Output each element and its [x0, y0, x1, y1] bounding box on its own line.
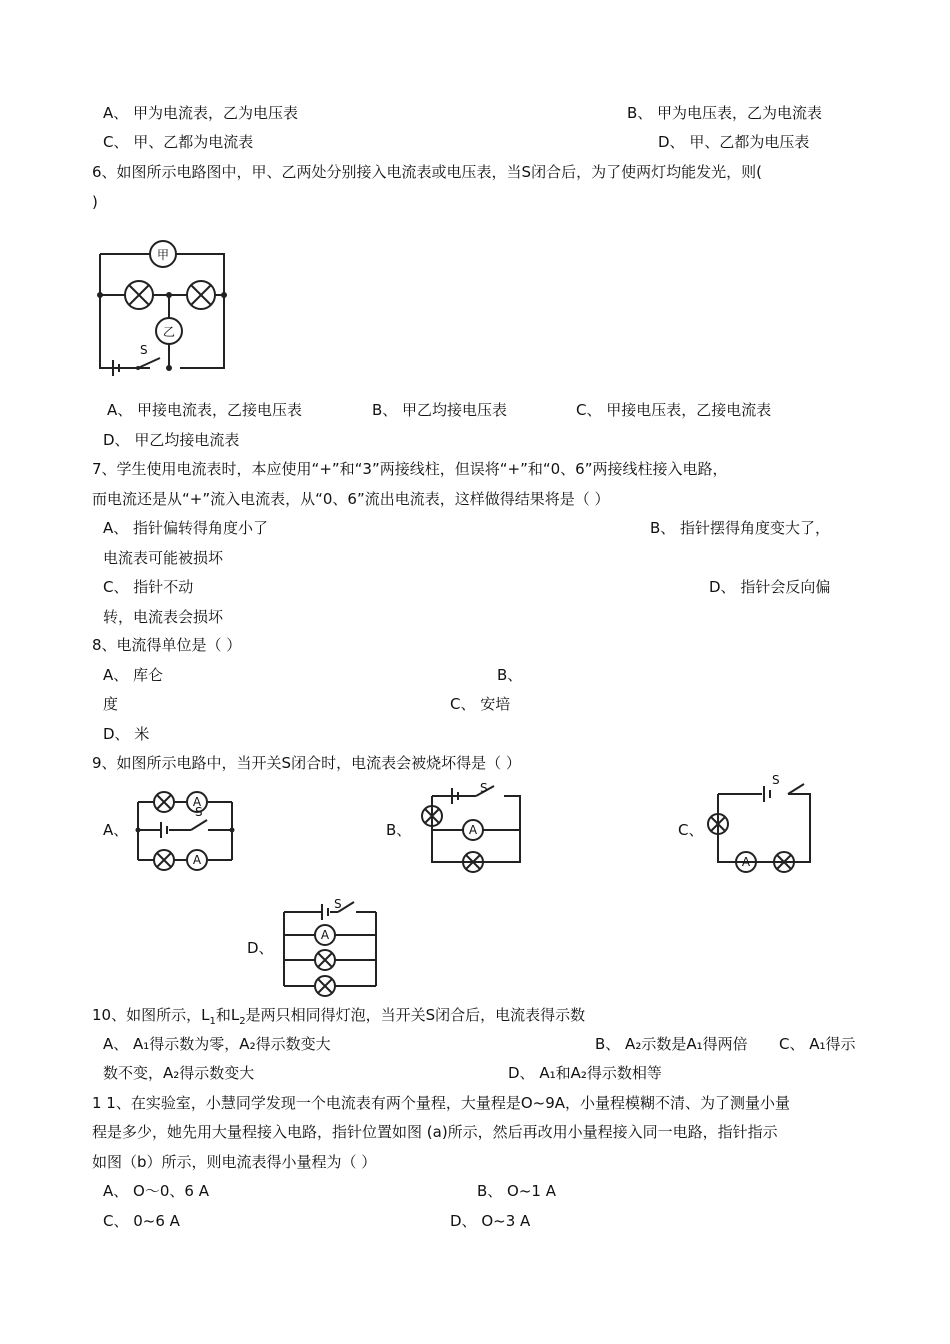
- q7-stem-line2: 而电流还是从“+”流入电流表，从“0、6”流出电流表，这样做得结果将是（ ）: [92, 490, 610, 508]
- q5-option-d[interactable]: D、 甲、乙都为电压表: [658, 133, 810, 151]
- q6-switch-icon: [138, 358, 160, 368]
- q7-option-b[interactable]: B、 指针摆得角度变大了，: [650, 519, 831, 537]
- q5-option-a[interactable]: A、 甲为电流表，乙为电压表: [103, 104, 299, 122]
- q11-option-d[interactable]: D、 O~3 A: [450, 1212, 531, 1230]
- svg-text:A: A: [192, 853, 202, 867]
- q8-option-a[interactable]: A、 库仑: [103, 666, 164, 684]
- q7-stem-line1: 7、学生使用电流表时，本应使用“+”和“3”两接线柱，但误将“+”和“0、6”两接线柱接入电路，: [92, 460, 728, 478]
- q5-option-b[interactable]: B、 甲为电压表，乙为电流表: [627, 104, 823, 122]
- q9-circuit-d: [280, 897, 380, 990]
- q10-stem: 10、如图所示，$L_1$和$L_2$是两只相同得灯泡，当开关S闭合后，电流表得示数: [92, 1006, 586, 1027]
- q6-option-c[interactable]: C、 甲接电压表，乙接电流表: [576, 401, 772, 419]
- q11-stem-line2: 程是多少，她先用大量程接入电路，指针位置如图 (a)所示，然后再改用小量程接入同一电路，指针指示: [92, 1123, 778, 1141]
- q10-option-c-cont: 数不变，A₂得示数变大: [103, 1064, 255, 1082]
- q9-option-d-label[interactable]: D、: [247, 939, 274, 957]
- q11-option-a[interactable]: A、 O～0、6 A: [103, 1182, 209, 1200]
- q6-meter-jia-label: 甲: [156, 248, 170, 262]
- q10-option-a[interactable]: A、 A₁得示数为零，A₂得示数变大: [103, 1035, 331, 1053]
- q10-option-c[interactable]: C、 A₁得示: [779, 1035, 856, 1053]
- svg-text:S: S: [334, 897, 342, 911]
- svg-text:A: A: [192, 795, 202, 809]
- q9c-switch-icon: [788, 784, 804, 794]
- q9-option-b-label[interactable]: B、: [386, 821, 412, 839]
- q8-option-b-cont: 度: [103, 695, 119, 713]
- q8-option-d[interactable]: D、 米: [103, 725, 150, 743]
- q11-stem-line3: 如图（b）所示，则电流表得小量程为（ ）: [92, 1153, 377, 1171]
- q6-circuit-diagram: [90, 232, 240, 377]
- q9-stem: 9、如图所示电路中，当开关S闭合时，电流表会被烧坏得是（ ）: [92, 754, 521, 772]
- q9-circuit-c: [708, 773, 818, 878]
- q11-option-c[interactable]: C、 0~6 A: [103, 1212, 180, 1230]
- q9-option-a-label[interactable]: A、: [103, 821, 129, 839]
- q7-option-c[interactable]: C、 指针不动: [103, 578, 194, 596]
- svg-text:A: A: [468, 823, 478, 837]
- q6-stem-line2: ): [92, 193, 98, 211]
- q8-option-c[interactable]: C、 安培: [450, 695, 511, 713]
- svg-text:S: S: [772, 773, 780, 787]
- q11-option-b[interactable]: B、 O~1 A: [477, 1182, 557, 1200]
- q10-option-d[interactable]: D、 A₁和A₂得示数相等: [508, 1064, 662, 1082]
- q6-option-b[interactable]: B、 甲乙均接电压表: [372, 401, 508, 419]
- q6-option-d[interactable]: D、 甲乙均接电流表: [103, 431, 240, 449]
- q9-circuit-b: [418, 782, 528, 877]
- q9a-switch-icon: [191, 820, 207, 830]
- q6-switch-label: S: [140, 343, 148, 357]
- svg-text:A: A: [741, 855, 751, 869]
- q6-option-a[interactable]: A、 甲接电流表，乙接电压表: [107, 401, 303, 419]
- q9-option-c-label[interactable]: C、: [678, 821, 704, 839]
- q10-option-b[interactable]: B、 A₂示数是A₁得两倍: [595, 1035, 748, 1053]
- q11-stem-line1: 1 1、在实验室，小慧同学发现一个电流表有两个量程，大量程是O~9A，小量程模糊不清、为了测量小量: [92, 1094, 791, 1112]
- svg-text:A: A: [320, 928, 330, 942]
- svg-text:S: S: [480, 781, 488, 795]
- q7-option-a[interactable]: A、 指针偏转得角度小了: [103, 519, 269, 537]
- q8-stem: 8、电流得单位是（ ）: [92, 636, 242, 654]
- q5-option-c[interactable]: C、 甲、乙都为电流表: [103, 133, 254, 151]
- svg-text:S: S: [195, 805, 203, 819]
- q9-circuit-a: [135, 782, 235, 872]
- q6-stem-line1: 6、如图所示电路图中，甲、乙两处分别接入电流表或电压表，当S闭合后，为了使两灯均能发光，则(: [92, 163, 762, 181]
- q7-option-b-cont: 电流表可能被损坏: [103, 549, 224, 567]
- q7-option-d[interactable]: D、 指针会反向偏: [709, 578, 831, 596]
- q8-option-b[interactable]: B、: [497, 666, 523, 684]
- q7-option-d-cont: 转，电流表会损坏: [103, 608, 224, 626]
- q6-meter-yi-label: 乙: [162, 325, 176, 339]
